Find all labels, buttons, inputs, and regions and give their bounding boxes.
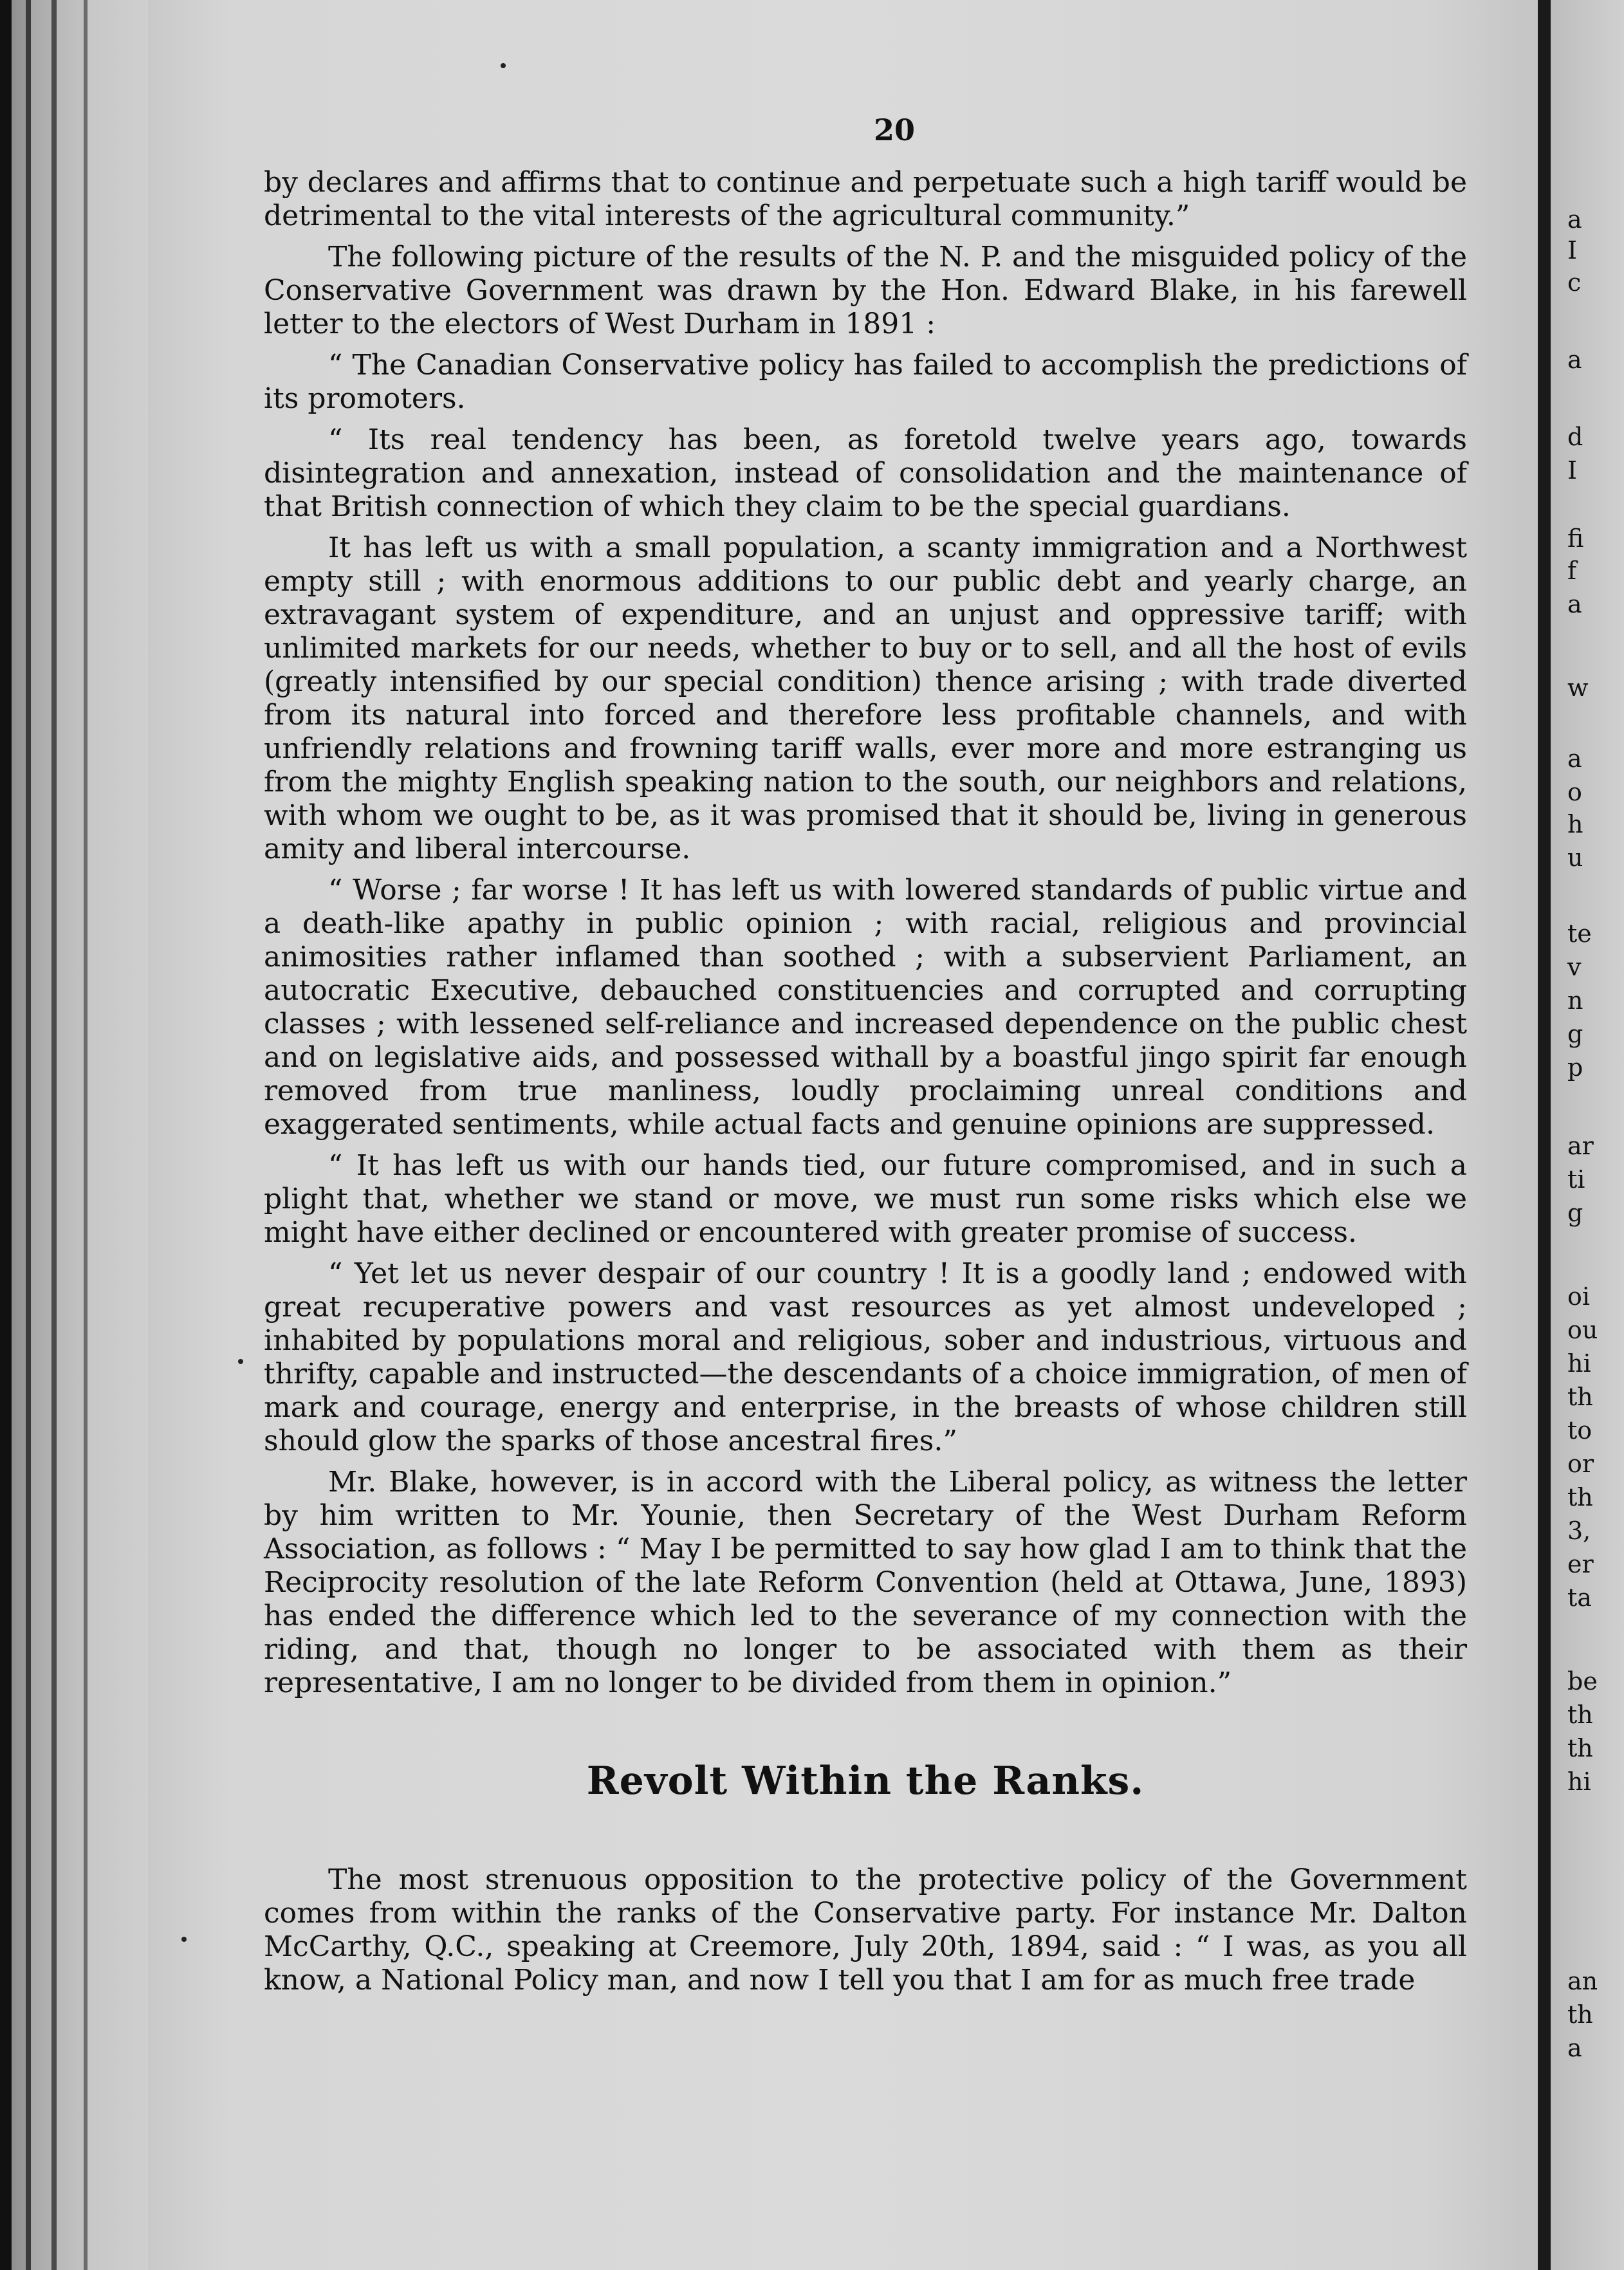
page-body [264, 166, 1467, 1997]
quote-paragraph-2: “ Its real tendency has been, as foretold twelve years ago, towards disintegration and annexation, instead of consolidation and the maintenance of that British connection of which they claim to be the special guardians. [264, 423, 1467, 523]
quote-paragraph-6: “ Yet let us never despair of our country ! It is a goodly land ; endowed with great recuperative powers and vast resources as yet almost undeveloped ; inhabited by populations moral and religious, sober and industrious, virtuous and thrifty, capable and instructed—the descendants of a choice immigration, of men of mark and courage, energy and enterprise, in the breasts of whose children still should glow the sparks of those ancestral fires.” [264, 1257, 1467, 1457]
adjacent-text-fragment: n [1567, 986, 1583, 1015]
adjacent-text-fragment: oi [1567, 1282, 1591, 1311]
adjacent-page-margin [1551, 0, 1624, 2270]
quote-paragraph-5: “ It has left us with our hands tied, our future compromised, and in such a plight that, whether we stand or move, we must run some risks which else we might have either declined or encountered with greater promise of success. [264, 1149, 1467, 1249]
page-number: 20 [873, 113, 915, 147]
adjacent-text-fragment: a [1567, 2034, 1582, 2062]
adjacent-text-fragment: or [1567, 1450, 1594, 1478]
adjacent-text-fragment: f [1567, 557, 1577, 585]
adjacent-text-fragment: to [1567, 1416, 1592, 1444]
adjacent-text-fragment: ou [1567, 1316, 1598, 1344]
adjacent-text-fragment: be [1567, 1667, 1598, 1695]
adjacent-text-fragment: a [1567, 205, 1582, 234]
book-page [148, 0, 1538, 2270]
ink-speck [501, 63, 506, 68]
adjacent-text-fragment: v [1567, 953, 1582, 981]
ink-speck [238, 1359, 243, 1364]
adjacent-text-fragment: er [1567, 1550, 1594, 1578]
adjacent-text-fragment: hi [1567, 1349, 1591, 1378]
adjacent-text-fragment: fi [1567, 524, 1584, 553]
paragraph-continuation: by declares and affirms that to continue and perpetuate such a high tariff would be detrimental to the vital interests of the agricultural community.” [264, 166, 1467, 232]
adjacent-text-fragment: I [1567, 236, 1578, 264]
adjacent-text-fragment: u [1567, 844, 1583, 872]
adjacent-text-fragment: g [1567, 1199, 1583, 1227]
adjacent-text-fragment: th [1567, 1483, 1593, 1511]
paragraph-revolt: The most strenuous opposition to the protective policy of the Government comes from within the ranks of the Conservative party. For instance Mr. Dalton McCarthy, Q.C., speaking at Creemore, July 20th, 1894, said : “ I was, as you all know, a National Policy man, and now I tell you that I am for as much free trade [264, 1863, 1467, 1997]
adjacent-text-fragment: th [1567, 2000, 1593, 2029]
ink-speck [181, 1937, 187, 1942]
adjacent-text-fragment: ta [1567, 1583, 1592, 1612]
adjacent-text-fragment: an [1567, 1967, 1598, 1995]
adjacent-text-fragment: th [1567, 1734, 1593, 1762]
adjacent-text-fragment: hi [1567, 1767, 1591, 1796]
adjacent-text-fragment: c [1567, 268, 1582, 297]
adjacent-text-fragment: 3, [1567, 1517, 1591, 1545]
adjacent-text-fragment: w [1567, 674, 1589, 702]
adjacent-text-fragment: te [1567, 919, 1592, 948]
adjacent-text-fragment: I [1567, 456, 1578, 484]
section-heading: Revolt Within the Ranks. [586, 1758, 1145, 1804]
adjacent-text-fragment: a [1567, 590, 1582, 618]
paragraph-blake-letter: Mr. Blake, however, is in accord with the Liberal policy, as witness the letter by him written to Mr. Younie, then Secretary of the West Durham Reform Association, as follows : “ May I be permitted to say how glad I am to think that the Reciprocity resolution of the late Reform Convention (held at Ottawa, June, 1893) has ended the difference which led to the severance of my connection with the riding, and that, though no longer to be associated with them as their representative, I am no longer to be divided from them in opinion.” [264, 1466, 1467, 1699]
adjacent-text-fragment: a [1567, 346, 1582, 374]
adjacent-text-fragment: ar [1567, 1132, 1594, 1160]
adjacent-text-fragment: o [1567, 778, 1582, 806]
adjacent-text-fragment: ti [1567, 1165, 1585, 1194]
quote-paragraph-1: “ The Canadian Conservative policy has failed to accomplish the predictions of its promoters. [264, 349, 1467, 415]
adjacent-text-fragment: a [1567, 744, 1582, 773]
page-edges [0, 0, 148, 2270]
adjacent-text-fragment: h [1567, 810, 1583, 838]
adjacent-text-fragment: p [1567, 1053, 1583, 1082]
paragraph-intro-blake: The following picture of the results of the N. P. and the misguided policy of the Conservative Government was drawn by the Hon. Edward Blake, in his farewell letter to the electors of West Durham in 1891 : [264, 241, 1467, 340]
binding-gutter [1538, 0, 1551, 2270]
adjacent-text-fragment: g [1567, 1020, 1583, 1048]
quote-paragraph-3: It has left us with a small population, a scanty immigration and a Northwest empty still ; with enormous additions to our public debt and yearly charge, an extravagant system of expenditure, and an unjust and oppressive tariff; with unlimited markets for our needs, whether to buy or to sell, and all the host of evils (greatly intensified by our special condition) thence arising ; with trade diverted from its natural into forced and therefore less profitable channels, and with unfriendly relations and frowning tariff walls, ever more and more estranging us from the mighty English speaking nation to the south, our neighbors and relations, with whom we ought to be, as it was promised that it should be, living in generous amity and liberal intercourse. [264, 531, 1467, 865]
adjacent-text-fragment: th [1567, 1383, 1593, 1411]
adjacent-text-fragment: th [1567, 1701, 1593, 1729]
adjacent-text-fragment: d [1567, 423, 1583, 451]
quote-paragraph-4: “ Worse ; far worse ! It has left us with lowered standards of public virtue and a death-like apathy in public opinion ; with racial, religious and provincial animosities rather inflamed than soothed ; with a subservient Parliament, an autocratic Executive, debauched constituencies and corrupted and corrupting classes ; with lessened self-reliance and increased dependence on the public chest and on legislative aids, and possessed withall by a boastful jingo spirit far enough removed from true manliness, loudly proclaiming unreal conditions and exaggerated sentiments, while actual facts and genuine opinions are suppressed. [264, 874, 1467, 1141]
